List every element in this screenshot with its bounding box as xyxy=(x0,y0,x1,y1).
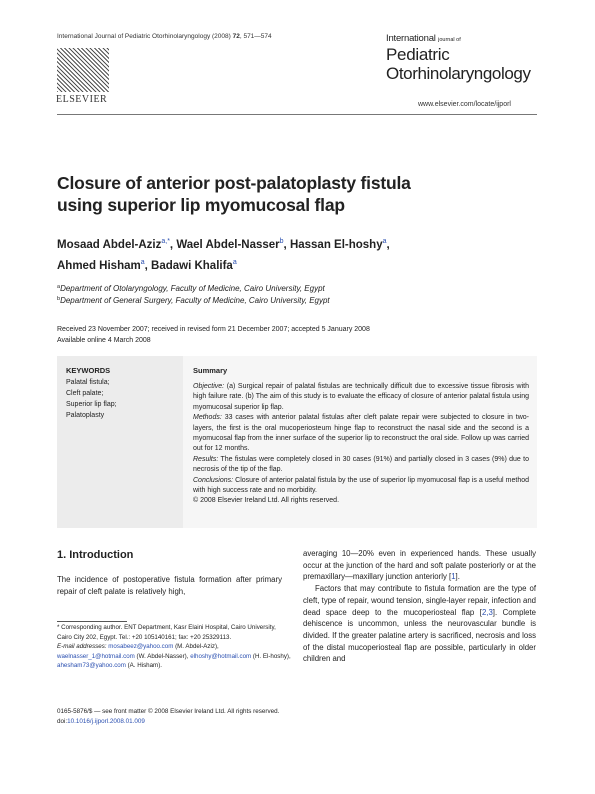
keyword-item: Superior lip flap; xyxy=(66,401,117,408)
elsevier-tree-logo xyxy=(57,48,109,92)
summary-objective: Objective: (a) Surgical repair of palatal fistulas are technically difficult due to excessive tissue fibrosis with high failure rate. (b) The aim of this study is to evaluate the efficacy of closure of anterior palatal fistula using myomucosal superior lip flap. xyxy=(193,383,529,411)
keywords-heading: KEYWORDS xyxy=(66,366,111,375)
body-column-left: The incidence of postoperative fistula formation after primary repair of cleft palate is relatively high, xyxy=(57,575,282,596)
journal-citation: International Journal of Pediatric Otorhinolaryngology (2008) 72, 571—574 xyxy=(57,33,272,40)
author: Badawi Khalifa xyxy=(151,260,233,272)
author-list: Mosaad Abdel-Aziz$^{a,*}$, Wael Abdel-Nasser$^b$, Hassan El-hoshy$^a$, Ahmed Hisham$^a$, Badawi Khalifa$^a$ xyxy=(57,238,390,272)
keyword-item: Cleft palate; xyxy=(66,390,104,397)
citation-link[interactable]: 2,3 xyxy=(481,607,493,617)
affiliation-b: $^b$Department of General Surgery, Faculty of Medicine, Cairo University, Egypt xyxy=(57,296,330,305)
email-addresses: E-mail addresses: mosabeez@yahoo.com (M. Abdel-Aziz), waelnasser_1@hotmail.com (W. Abdel-Nasser), elhoshy@hotmail.com (H. El-hoshy), ahesham73@yahoo.com (A. Hisham). xyxy=(57,643,291,670)
keywords-list xyxy=(66,377,117,421)
doi-link[interactable]: 10.1016/j.ijporl.2008.01.009 xyxy=(67,717,145,725)
section-heading: 1. Introduction xyxy=(57,549,134,561)
journal-title-line3: Otorhinolaryngology xyxy=(386,64,531,83)
front-matter-note: 0165-5876/$ — see front matter © 2008 Elsevier Ireland Ltd. All rights reserved. doi:10.1016/j.ijporl.2008.01.009 xyxy=(57,708,280,725)
summary-conclusions: Conclusions: Closure of anterior palatal fistula by the use of superior lip myomucosal flap is a useful method with high success rate and no morbidity. xyxy=(193,476,529,495)
journal-title-line1: International journal of xyxy=(386,33,461,44)
corresponding-author-note: * Corresponding author. ENT Department, Kasr Elaini Hospital, Cairo University, Cairo City 202, Egypt. Tel.: +20 105140161; fax: +20 25329113. xyxy=(57,624,276,641)
keyword-item: Palatal fistula; xyxy=(66,379,110,386)
received-dates: Received 23 November 2007; received in revised form 21 December 2007; accepted 5 January 2008 xyxy=(57,326,370,333)
email-link[interactable]: ahesham73@yahoo.com xyxy=(57,662,126,670)
affiliation-a: $^a$Department of Otolaryngology, Faculty of Medicine, Cairo University, Egypt xyxy=(57,284,325,293)
header-rule xyxy=(57,114,537,115)
summary-heading: Summary xyxy=(193,366,228,375)
author: Wael Abdel-Nasser xyxy=(176,239,280,251)
article-title: Closure of anterior post-palatoplasty fistula using superior lip myomucosal flap xyxy=(57,173,411,215)
author: Hassan El-hoshy xyxy=(289,239,383,251)
journal-website-link[interactable]: www.elsevier.com/locate/ijporl xyxy=(418,101,511,108)
author: Ahmed Hisham xyxy=(57,260,141,272)
summary-results: Results: The fistulas were completely closed in 30 cases (91%) and partially closed in 3 cases (9%) due to necrosis of the tip of the flap. xyxy=(193,455,529,474)
email-link[interactable]: mosabeez@yahoo.com xyxy=(108,643,174,651)
summary-methods: Methods: 33 cases with anterior palatal fistulas after cleft palate repair were subjected to closure in two-layers, the first is the oral mucoperiosteum hinge flap to reconstruct the nasal side and the second is a myomucosal flap from the inner surface of the superior lip to reconstruct the oral side. Follow up was carried out for 12 months. xyxy=(193,414,529,453)
summary-body xyxy=(193,382,529,507)
citation-link[interactable]: 1 xyxy=(451,572,456,582)
available-online: Available online 4 March 2008 xyxy=(57,337,151,344)
footnote-rule xyxy=(57,621,127,622)
summary-copyright: © 2008 Elsevier Ireland Ltd. All rights reserved. xyxy=(193,497,340,505)
journal-title-line2: Pediatric xyxy=(386,45,450,64)
footnote xyxy=(57,623,292,671)
body-column-right: averaging 10—20% even in experienced hands. These usually occur at the junction of the hard and soft palate posteriorly or at the premaxillary—maxillary junction anteriorly [1]. Factors that may contribute to fistula formation are the type of cleft, type of repair, wound tension, single-layer repair, infection and dead space deep to the mucoperiosteal flap [2,3]. Complete dehiscence is uncommon, unless the neurovascular bundle is divided. If the greater palatine artery is sacrificed, necrosis and loss of the distal mucoperiosteal flap are possible, particularly in older children and xyxy=(303,549,536,664)
email-link[interactable]: waelnasser_1@hotmail.com xyxy=(57,652,135,660)
publisher-name: ELSEVIER xyxy=(56,94,108,105)
email-link[interactable]: elhoshy@hotmail.com xyxy=(190,652,252,660)
author: Mosaad Abdel-Aziz xyxy=(57,239,162,251)
keyword-item: Palatoplasty xyxy=(66,412,105,419)
